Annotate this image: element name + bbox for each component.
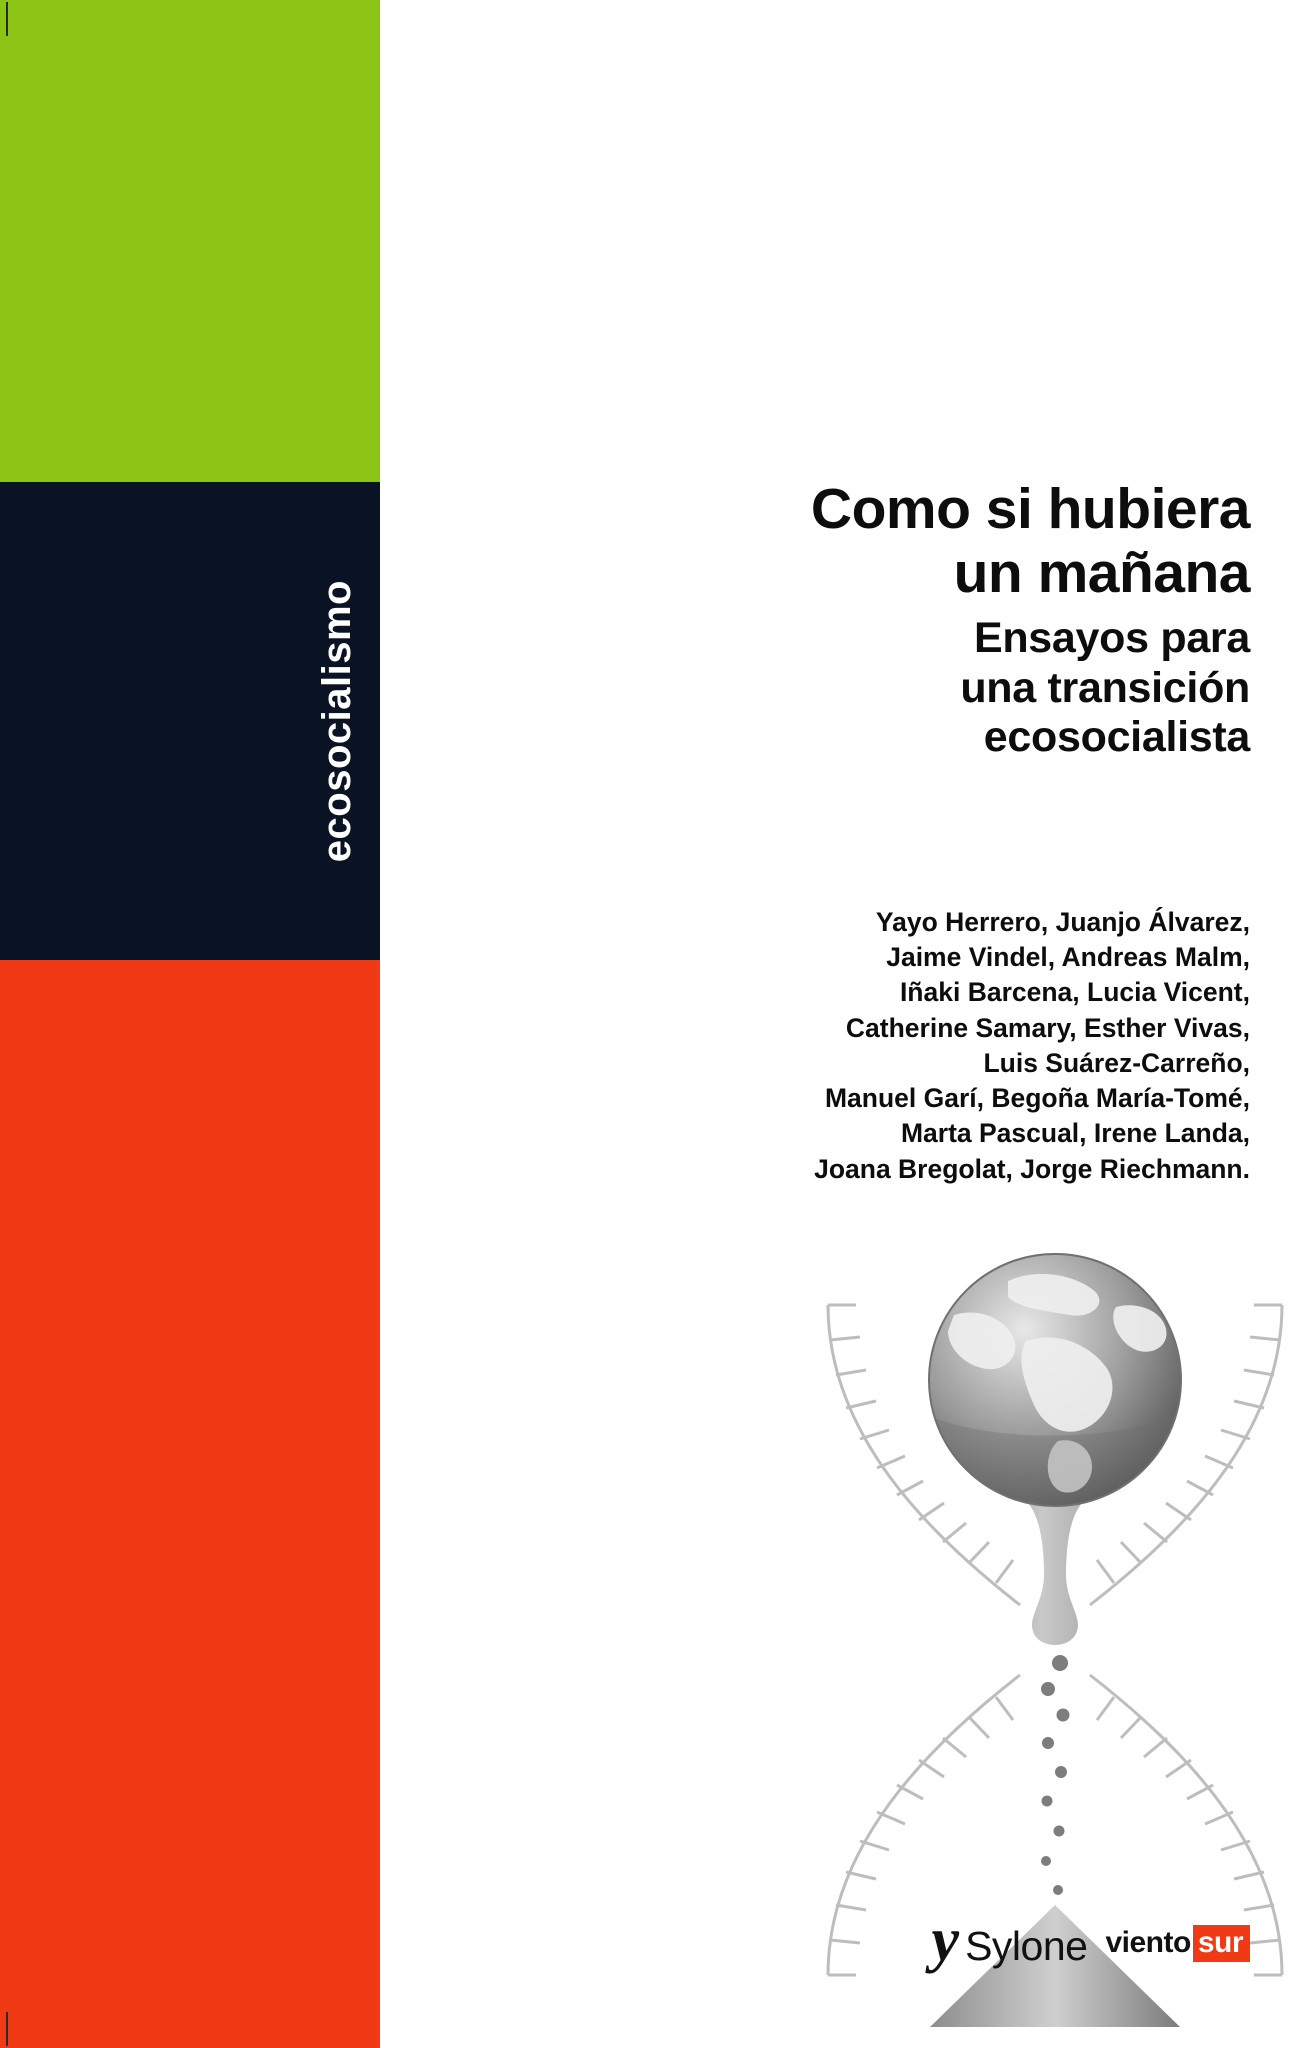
- book-title-line-2: un mañana: [953, 540, 1250, 605]
- sylone-logo: [931, 1906, 1088, 1974]
- authors-line: Manuel Garí, Begoña María-Tomé,: [824, 1083, 1250, 1114]
- book-subtitle: [480, 614, 1250, 764]
- title-block: [480, 478, 1250, 763]
- authors-line: Joana Bregolat, Jorge Riechmann.: [814, 1153, 1250, 1184]
- publisher-logos: [931, 1906, 1250, 1974]
- authors-line: Yayo Herrero, Juanjo Álvarez,: [875, 907, 1250, 937]
- authors-line: Iñaki Barcena, Lucia Vicent,: [899, 977, 1250, 1008]
- trim-mark-bottom: [6, 2012, 8, 2046]
- authors-line: Luis Suárez-Carreño,: [983, 1047, 1250, 1078]
- book-title-line-1: Como si hubiera: [810, 477, 1250, 541]
- color-band-green: [0, 0, 380, 482]
- color-band-red: [0, 960, 380, 2048]
- cover-content: [380, 0, 1300, 2048]
- sylone-wordmark: Sylone: [965, 1923, 1088, 1969]
- book-subtitle-line-3: ecosocialista: [983, 713, 1250, 762]
- sylone-y-mark: y: [931, 1906, 960, 1974]
- book-subtitle-line-2: una transición: [960, 663, 1250, 712]
- vientosur-sur: sur: [1193, 1925, 1250, 1962]
- falling-grains: [1041, 1655, 1070, 1895]
- color-band-dark: [0, 482, 380, 960]
- book-title: [480, 478, 1250, 606]
- authors-line: Marta Pascual, Irene Landa,: [900, 1118, 1250, 1149]
- authors-list: [480, 905, 1250, 1187]
- vientosur-logo: [1105, 1925, 1250, 1962]
- authors-line: Catherine Samary, Esther Vivas,: [845, 1012, 1250, 1043]
- authors-line: Jaime Vindel, Andreas Malm,: [886, 942, 1250, 973]
- vientosur-viento: viento: [1105, 1926, 1191, 1959]
- trim-mark-top: [6, 2, 8, 36]
- series-label-text: ecosocialismo: [315, 579, 359, 863]
- book-subtitle-line-1: Ensayos para: [973, 613, 1250, 662]
